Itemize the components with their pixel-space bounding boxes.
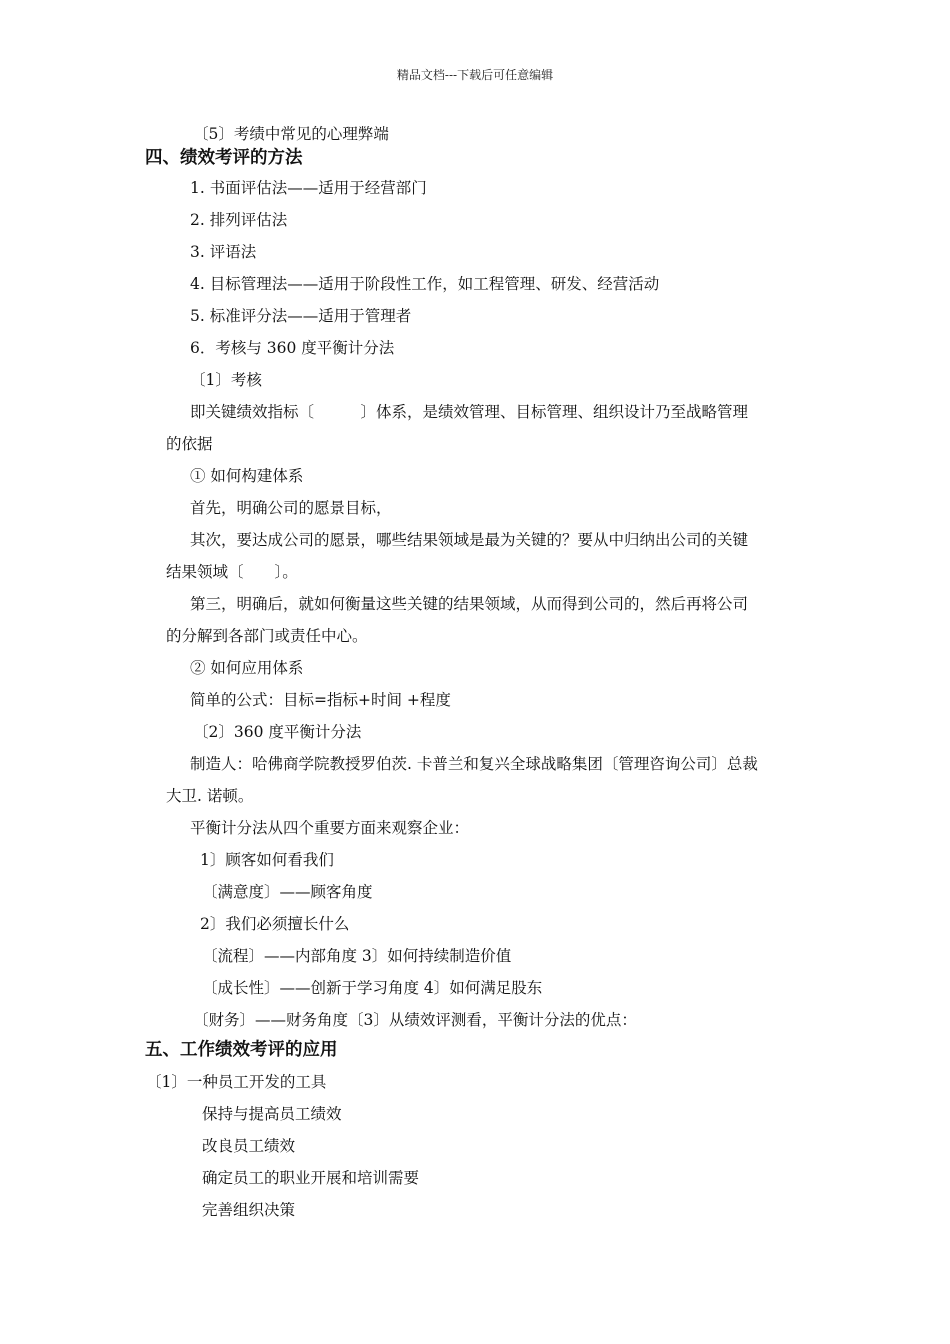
text-line: 完善组织决策: [202, 1201, 296, 1219]
text-line: 结果领域〔 〕。: [166, 563, 298, 581]
text-line: 平衡计分法从四个重要方面来观察企业：: [190, 819, 470, 837]
text-line: 保持与提高员工绩效: [202, 1105, 342, 1123]
text-line: 〔流程〕——内部角度 3〕如何持续制造价值: [202, 947, 512, 965]
text-line: 1. 书面评估法——适用于经营部门: [190, 179, 427, 197]
text-line: 的依据: [166, 435, 213, 453]
text-line: 即关键绩效指标〔 〕体系，是绩效管理、目标管理、组织设计乃至战略管理: [190, 403, 749, 421]
text-line: 3. 评语法: [190, 243, 257, 261]
text-line: 〔1〕一种员工开发的工具: [146, 1073, 327, 1091]
text-line: 〔5〕考绩中常见的心理弊端: [193, 125, 389, 143]
text-line: 的分解到各部门或责任中心。: [166, 627, 368, 645]
text-line: 制造人：哈佛商学院教授罗伯茨. 卡普兰和复兴全球战略集团〔管理咨询公司〕总裁: [190, 755, 758, 773]
text-line: 〔成长性〕——创新于学习角度 4〕如何满足股东: [202, 979, 543, 997]
text-line: 首先，明确公司的愿景目标，: [190, 499, 392, 517]
text-line: ② 如何应用体系: [190, 659, 304, 677]
section-heading: 四、绩效考评的方法: [145, 148, 303, 168]
text-line: 5. 标准评分法——适用于管理者: [190, 307, 412, 325]
text-line: 第三，明确后，就如何衡量这些关键的结果领域，从而得到公司的，然后再将公司: [190, 595, 749, 613]
text-line: 确定员工的职业开展和培训需要: [202, 1169, 420, 1187]
text-line: 大卫. 诺顿。: [166, 787, 254, 805]
text-line: ① 如何构建体系: [190, 467, 304, 485]
text-line: 1〕顾客如何看我们: [200, 851, 334, 869]
text-line: 〔1〕考核: [190, 371, 262, 389]
text-line: 简单的公式：目标=指标+时间 +程度: [190, 691, 451, 709]
text-line: 其次，要达成公司的愿景，哪些结果领域是最为关键的？要从中归纳出公司的关键: [190, 531, 749, 549]
section-heading: 五、工作绩效考评的应用: [145, 1040, 338, 1060]
text-line: 2〕我们必须擅长什么: [200, 915, 350, 933]
text-line: 6．考核与 360 度平衡计分法: [190, 339, 395, 357]
page-header: 精品文档---下载后可任意编辑: [396, 68, 554, 82]
text-line: 4. 目标管理法——适用于阶段性工作，如工程管理、研发、经营活动: [190, 275, 660, 293]
text-line: 改良员工绩效: [202, 1137, 296, 1155]
text-line: 〔财务〕——财务角度〔3〕从绩效评测看，平衡计分法的优点：: [193, 1011, 637, 1029]
text-line: 〔满意度〕——顾客角度: [202, 883, 373, 901]
text-line: 〔2〕360 度平衡计分法: [193, 723, 362, 741]
text-line: 2. 排列评估法: [190, 211, 288, 229]
